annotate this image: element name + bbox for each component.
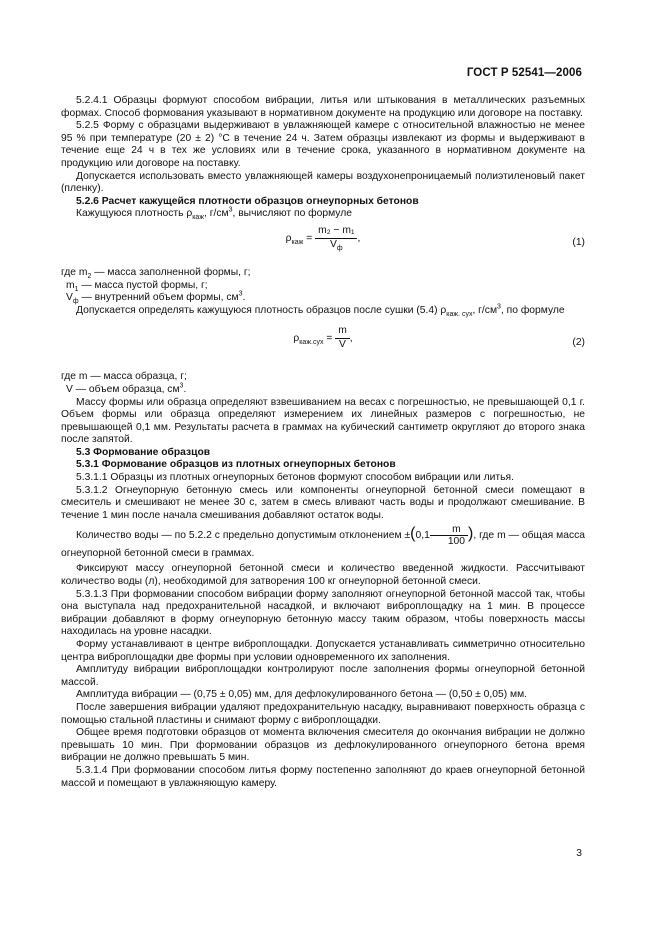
paragraph-5-3-1-3: 5.3.1.3 При формовании способом вибрации форму заполняют огнеупорной бетонной массой так, чтобы она выступала над предохранительной насадкой, и включают виброплощадку на 1 мин. В процессе вибрации добавляют в форму огнеупорную бетонную массу таким образом, чтобы поверхность массы находилась на уровне насадки. xyxy=(61,588,585,638)
numerator: m₂ − m₁ xyxy=(315,225,357,239)
paragraph-after-vibration: После завершения вибрации удаляют предохранительную насадку, выравнивают поверхность образца с помощью стальной пластины и снимают форму с виброплощадки. xyxy=(61,701,585,726)
standard-code: ГОСТ Р 52541—2006 xyxy=(466,67,582,79)
fraction xyxy=(335,325,350,351)
paragraph-5-3-1-1: 5.3.1.1 Образцы из плотных огнеупорных бетонов формуют способом вибрации или литья. xyxy=(76,472,514,484)
superscript: 3 xyxy=(228,206,233,214)
paren-close: ) xyxy=(468,525,474,543)
text: Кажущуюся плотность ρ xyxy=(76,208,193,220)
denominator xyxy=(315,239,357,252)
text: , вычисляют по формуле xyxy=(232,208,352,220)
text: ρ xyxy=(285,232,292,244)
formula-1 xyxy=(61,225,585,267)
text: — внутренний объем формы, см xyxy=(78,292,239,304)
text: Количество воды — по 5.2.2 с предельно допустимым отклонением ± xyxy=(76,530,411,542)
numerator: m xyxy=(430,524,468,536)
document-body xyxy=(61,95,585,790)
heading-5-2-6: 5.2.6 Расчет кажущейся плотности образцов огнеупорных бетонов xyxy=(76,195,419,207)
paren-open: ( xyxy=(410,525,416,543)
paragraph-density-intro xyxy=(61,208,585,221)
text: , xyxy=(357,232,361,244)
heading-5-3: 5.3 Формование образцов xyxy=(76,446,211,458)
page-number: 3 xyxy=(576,848,582,859)
text: = xyxy=(303,232,316,244)
text: , xyxy=(349,333,353,345)
superscript: 3 xyxy=(179,382,184,390)
paragraph-amplitude-control: Амплитуду вибрации виброплощадки контролируют после заполнения формы огнеупорной бетонной массой. xyxy=(61,664,585,688)
text: , по формуле xyxy=(500,304,565,316)
where-m: где m — масса образца, г; xyxy=(61,371,187,383)
text: , г/см xyxy=(472,304,498,316)
formula-1-number: (1) xyxy=(572,236,585,248)
where-m1 xyxy=(61,280,585,293)
superscript: 3 xyxy=(497,303,501,311)
paragraph-5-2-4-1: 5.2.4.1 Образцы формуют способом вибрации, литья или штыкования в металлических разъемных формах. Способ формования указывают в нормативном документе на продукцию или договоре на поставку. xyxy=(61,95,585,119)
text: m xyxy=(66,279,75,291)
heading-5-3-1: 5.3.1 Формование образцов из плотных огнеупорных бетонов xyxy=(76,459,396,471)
denominator: V xyxy=(339,338,346,350)
text: , где m — общая масса огнеупорной бетонной смеси в граммах. xyxy=(61,530,586,560)
formula-2 xyxy=(61,319,585,371)
text: V xyxy=(329,238,337,250)
superscript: 3 xyxy=(238,290,243,298)
subscript: ф xyxy=(72,298,79,306)
paragraph-fix-mass: Фиксируют массу огнеупорной бетонной смеси и количество введенной жидкости. Рассчитывают количество воды (л), необходимой для затворения 100 кг огнеупорной бетонной смеси. xyxy=(61,563,585,588)
paragraph-amplitude-value: Амплитуда вибрации — (0,75 ± 0,05) мм, для дефлокулированного бетона — (0,50 ± 0,05) мм. xyxy=(76,689,528,701)
text: = xyxy=(323,333,336,345)
formula-1-expression xyxy=(61,225,585,251)
text: 0,1 xyxy=(415,530,430,542)
paragraph-5-2-5: 5.2.5 Форму с образцами выдерживают в увлажняющей камере с относительной влажностью не менее 95 % при температуре (20 ± 2) °С в течение 24 ч. Затем образцы извлекают из формы и выдерживают в течение еще 24 ч в тех же условиях или в течение срока, указанного в нормативном документе на продукцию или договоре на поставку. xyxy=(61,120,585,169)
text: Допускается определять кажущуюся плотность образцов после сушки (5.4) ρ xyxy=(76,304,447,316)
paragraph-weighing: Массу формы или образца определяют взвешиванием на весах с погрешностью, не превышающей 0,1 г. Объем формы или образца определяют измерением их линейных размеров с погрешностью, не превышающей 0,1 мм. Результаты расчета в граммах на кубический сантиметр округляют до второго знака после запятой. xyxy=(61,396,585,446)
denominator: 100 xyxy=(447,536,465,548)
paragraph-dry-density xyxy=(61,305,585,318)
text: . xyxy=(183,383,187,395)
paragraph-form-position: Форму устанавливают в центре виброплощадки. Допускается устанавливать симметрично относительно центра виброплощадки две формы при условии одновременного их заполнения. xyxy=(61,639,585,663)
paragraph-total-time: Общее время подготовки образцов от момента включения смесителя до окончания вибрации не должно превышать 10 мин. При формовании образцов из дефлокулированного огнеупорного бетона время вибрации не должно превышать 5 мин. xyxy=(61,727,585,764)
formula-2-number: (2) xyxy=(572,337,585,349)
subscript: каж xyxy=(291,238,304,246)
subscript: 2 xyxy=(87,272,92,280)
subscript: ф xyxy=(336,244,343,252)
subscript: каж. сух xyxy=(446,310,473,318)
text: — масса пустой формы, г; xyxy=(78,279,208,291)
where-vf xyxy=(61,292,585,305)
formula-2-expression xyxy=(61,325,585,351)
subscript: каж.сух xyxy=(299,339,324,347)
text: , г/см xyxy=(204,208,229,220)
where-m2 xyxy=(61,267,585,280)
text: V xyxy=(66,292,73,304)
paragraph-bag-note: Допускается использовать вместо увлажняющей камеры воздухонепроницаемый полиэтиленовый пакет (пленку). xyxy=(61,170,585,195)
where-v xyxy=(61,384,585,397)
text: где m xyxy=(61,266,88,278)
paragraph-5-3-1-4: 5.3.1.4 При формовании способом литья форму постепенно заполняют до краев огнеупорной бетонной массой и помещают в увлажняющую камеру. xyxy=(61,764,585,789)
subscript: 1 xyxy=(74,285,79,293)
text: V — объем образца, см xyxy=(66,383,180,395)
text: — масса заполненной формы, г; xyxy=(91,266,251,278)
paragraph-water-amount xyxy=(61,524,585,561)
text: ρ xyxy=(293,333,300,345)
fraction xyxy=(315,225,357,251)
text: . xyxy=(242,292,246,304)
fraction xyxy=(430,524,468,547)
paragraph-5-3-1-2: 5.3.1.2 Огнеупорную бетонную смесь или компоненты огнеупорной бетонной смеси помещают в смеситель и смешивают не менее 30 с, затем в смесь вливают часть воды и продолжают смешивание. В течение 1 мин после начала смешивания добавляют остаток воды. xyxy=(61,484,585,521)
subscript: каж xyxy=(192,214,204,222)
numerator: m xyxy=(335,325,350,339)
